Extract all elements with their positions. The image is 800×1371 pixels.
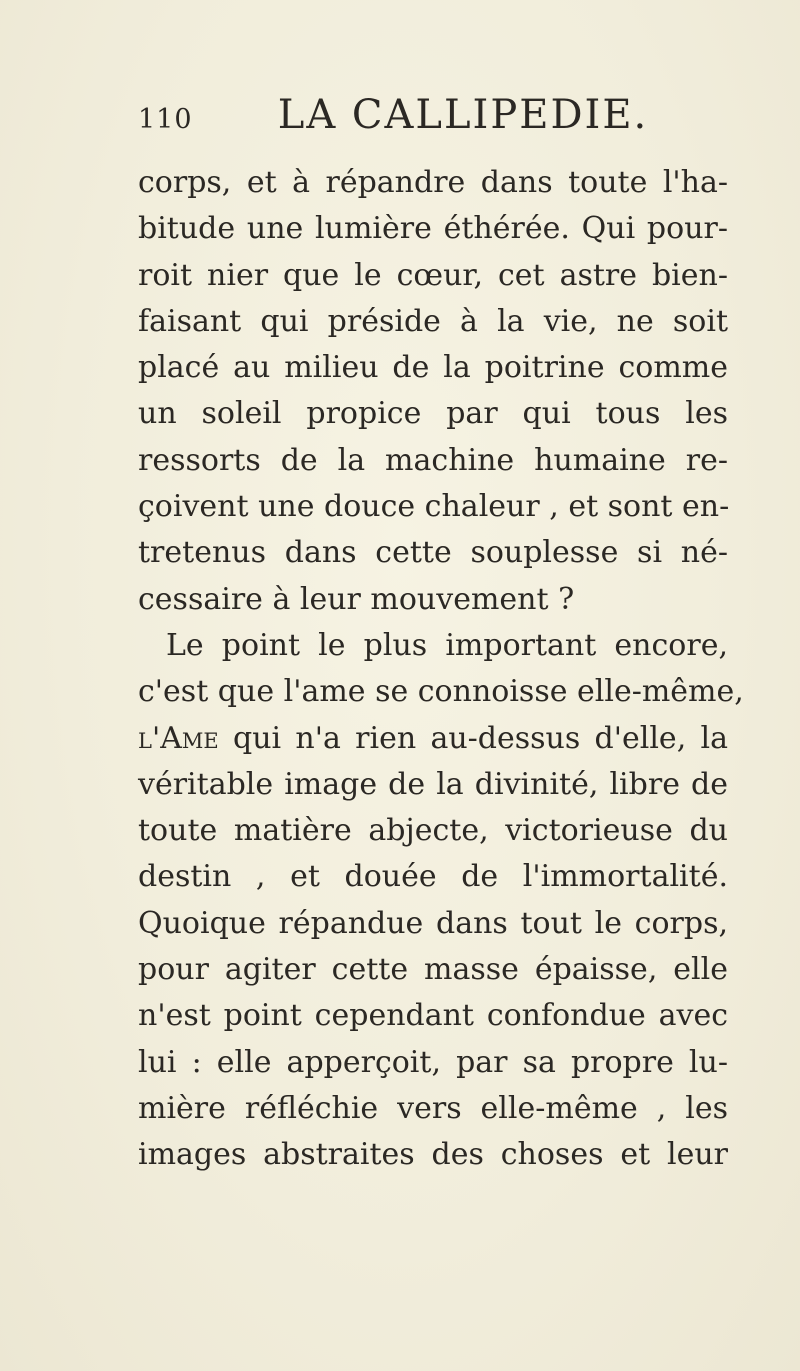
text-line: images abstraites des choses et leur <box>138 1137 728 1173</box>
text-line <box>138 716 728 762</box>
text-line: destin , et douée de l'immortalité. <box>138 859 728 895</box>
text-line-rest: qui n'a rien au-dessus d'elle, la <box>233 720 728 756</box>
paragraph-start-line: Le point le plus important encore, <box>166 627 728 663</box>
small-caps-word: l'Ame <box>138 720 219 756</box>
text-line: n'est point cependant confondue avec <box>138 998 728 1034</box>
text-line: corps, et à répandre dans toute l'ha- <box>138 165 728 200</box>
text-line: Quoique répandue dans tout le corps, <box>138 905 728 941</box>
text-line: placé au milieu de la poitrine comme <box>138 350 728 386</box>
body-text <box>138 160 744 1179</box>
text-line: ressorts de la machine humaine re- <box>138 442 728 478</box>
text-line: un soleil propice par qui tous les <box>138 396 728 432</box>
text-line: bitude une lumière éthérée. Qui pour- <box>138 211 728 247</box>
text-line: roit nier que le cœur, cet astre bien- <box>138 257 728 293</box>
text-line: pour agiter cette masse épaisse, elle <box>138 952 728 988</box>
text-line: lui : elle apperçoit, par sa propre lu- <box>138 1044 728 1080</box>
text-line: tretenus dans cette souplesse si né- <box>138 535 728 571</box>
text-line: c'est que l'ame se connoisse elle-même, <box>138 674 744 710</box>
page-number: 110 <box>138 104 193 135</box>
running-title: LA CALLIPEDIE. <box>277 92 649 138</box>
text-line: cessaire à leur mouvement ? <box>138 581 575 617</box>
text-line: toute matière abjecte, victorieuse du <box>138 813 728 849</box>
text-line: çoivent une douce chaleur , et sont en- <box>138 489 730 525</box>
text-line: faisant qui préside à la vie, ne soit <box>138 303 728 339</box>
text-line: mière réfléchie vers elle-même , les <box>138 1090 728 1126</box>
text-line: véritable image de la divinité, libre de <box>138 766 728 802</box>
running-head <box>138 92 728 142</box>
